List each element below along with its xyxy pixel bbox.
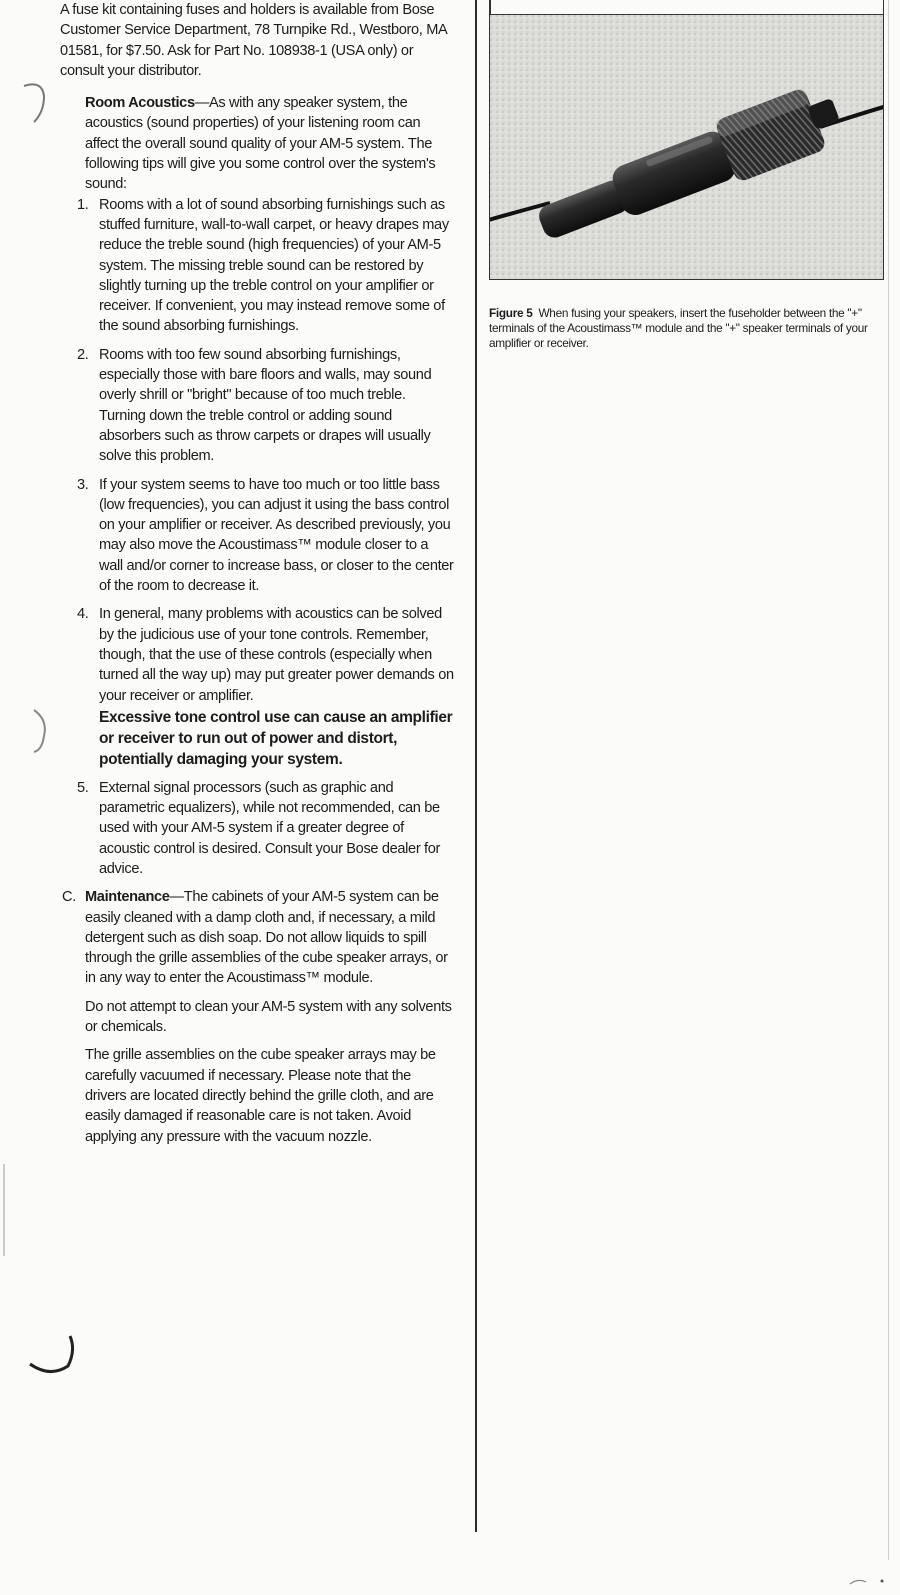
list-item-text: Rooms with too few sound absorbing furnishings, especially those with bare floors and walls, may sound overly shrill or "bright" because of too much treble. Turning down the treble control or adding sound absorbers such as throw carpets or drapes will usually solve this problem. (99, 346, 432, 465)
left-column (60, 0, 455, 1155)
list-item-text: External signal processors (such as graphic and parametric equalizers), while not recommended, can be used with your AM-5 system if a greater degree of acoustic control is desired. Consult your Bose dealer for advice. (99, 779, 441, 877)
room-acoustics-heading: Room Acoustics (85, 95, 195, 112)
scan-speck (848, 1576, 888, 1590)
figure-label: Figure 5 (489, 306, 533, 320)
list-item (77, 778, 455, 879)
list-item-number: 3. (77, 476, 89, 493)
list-item-number: 4. (77, 606, 89, 623)
figure-caption-text: When fusing your speakers, insert the fuseholder between the "+" terminals of the Acoustimass™ module and the "+" speaker terminals of your amplifier or receiver. (489, 306, 868, 350)
list-item-number: 5. (77, 779, 89, 796)
figure-5-caption (489, 306, 884, 351)
binder-hole-mark (14, 78, 54, 128)
maintenance-body: —The cabinets of your AM-5 system can be easily cleaned with a damp cloth and, if necessary, a mild detergent such as dish soap. Do not allow liquids to spill through the grille assemblies of the cube speaker arrays, or in any way to enter the Acoustimass™ module. (85, 889, 448, 987)
room-acoustics-body: —As with any speaker system, the acoustics (sound properties) of your listening room can affect the overall sound quality of your AM-5 system. The following tips will give you some control over the system's sound: (85, 95, 436, 193)
page-edge-line (888, 0, 889, 1560)
maintenance-solvents-paragraph: Do not attempt to clean your AM-5 system with any solvents or chemicals. (85, 998, 452, 1036)
fuse-kit-paragraph: A fuse kit containing fuses and holders is available from Bose Customer Service Department, 78 Turnpike Rd., Westboro, MA 01581, for $7.50. Ask for Part No. 108938-1 (USA only) or consult your distributor. (60, 2, 447, 79)
tone-control-warning: Excessive tone control use can cause an amplifier or receiver to run out of power and distort, potentially damaging your system. (99, 708, 453, 768)
figure-frame-left-rule (489, 0, 491, 14)
acoustics-tips-list (77, 195, 455, 880)
maintenance-heading: Maintenance (85, 889, 170, 906)
maintenance-paragraph (85, 887, 455, 988)
list-item-text: If your system seems to have too much or too little bass (low frequencies), you can adjust it using the bass control on your amplifier or receiver. As described previously, you may also move the Acoustimass™ module closer to a wall and/or corner to increase bass, or closer to the center of the room to decrease it. (99, 476, 454, 595)
room-acoustics-section (77, 93, 455, 879)
list-item (77, 195, 455, 337)
list-item (77, 345, 455, 467)
list-item-number: 2. (77, 346, 89, 363)
list-item-text: Rooms with a lot of sound absorbing furnishings such as stuffed furniture, wall-to-wall carpet, or heavy drapes may reduce the treble sound (high frequencies) of your AM-5 system. The missing treble sound can be restored by slightly turning up the treble control on your amplifier or receiver. If convenient, you may instead remove some of the sound absorbing furnishings. (99, 196, 449, 335)
list-item-number: 1. (77, 196, 89, 213)
maintenance-section (60, 887, 455, 1147)
column-divider (475, 0, 477, 1532)
list-item-text: In general, many problems with acoustics can be solved by the judicious use of your tone controls. Remember, though, that the use of these controls (especially when turned all the way up) may put greater power demands on your receiver or amplifier. (99, 606, 454, 704)
binder-hole-mark (24, 706, 54, 756)
fuseholder-photo (490, 15, 884, 280)
list-item (77, 475, 455, 597)
figure-5-image (489, 14, 884, 280)
maintenance-letter: C. (62, 889, 76, 906)
maintenance-vacuum-paragraph: The grille assemblies on the cube speaker arrays may be carefully vacuumed if necessary. Please note that the drivers are located directly behind the grille cloth, and are easily damaged if reasonable care is not taken. Avoid applying any pressure with the vacuum nozzle. (85, 1047, 436, 1145)
list-item (77, 604, 455, 769)
binder-hole-mark (28, 1330, 78, 1380)
figure-frame-right-rule (883, 0, 885, 14)
scan-edge-mark (0, 1160, 10, 1260)
room-acoustics-intro (85, 93, 455, 194)
